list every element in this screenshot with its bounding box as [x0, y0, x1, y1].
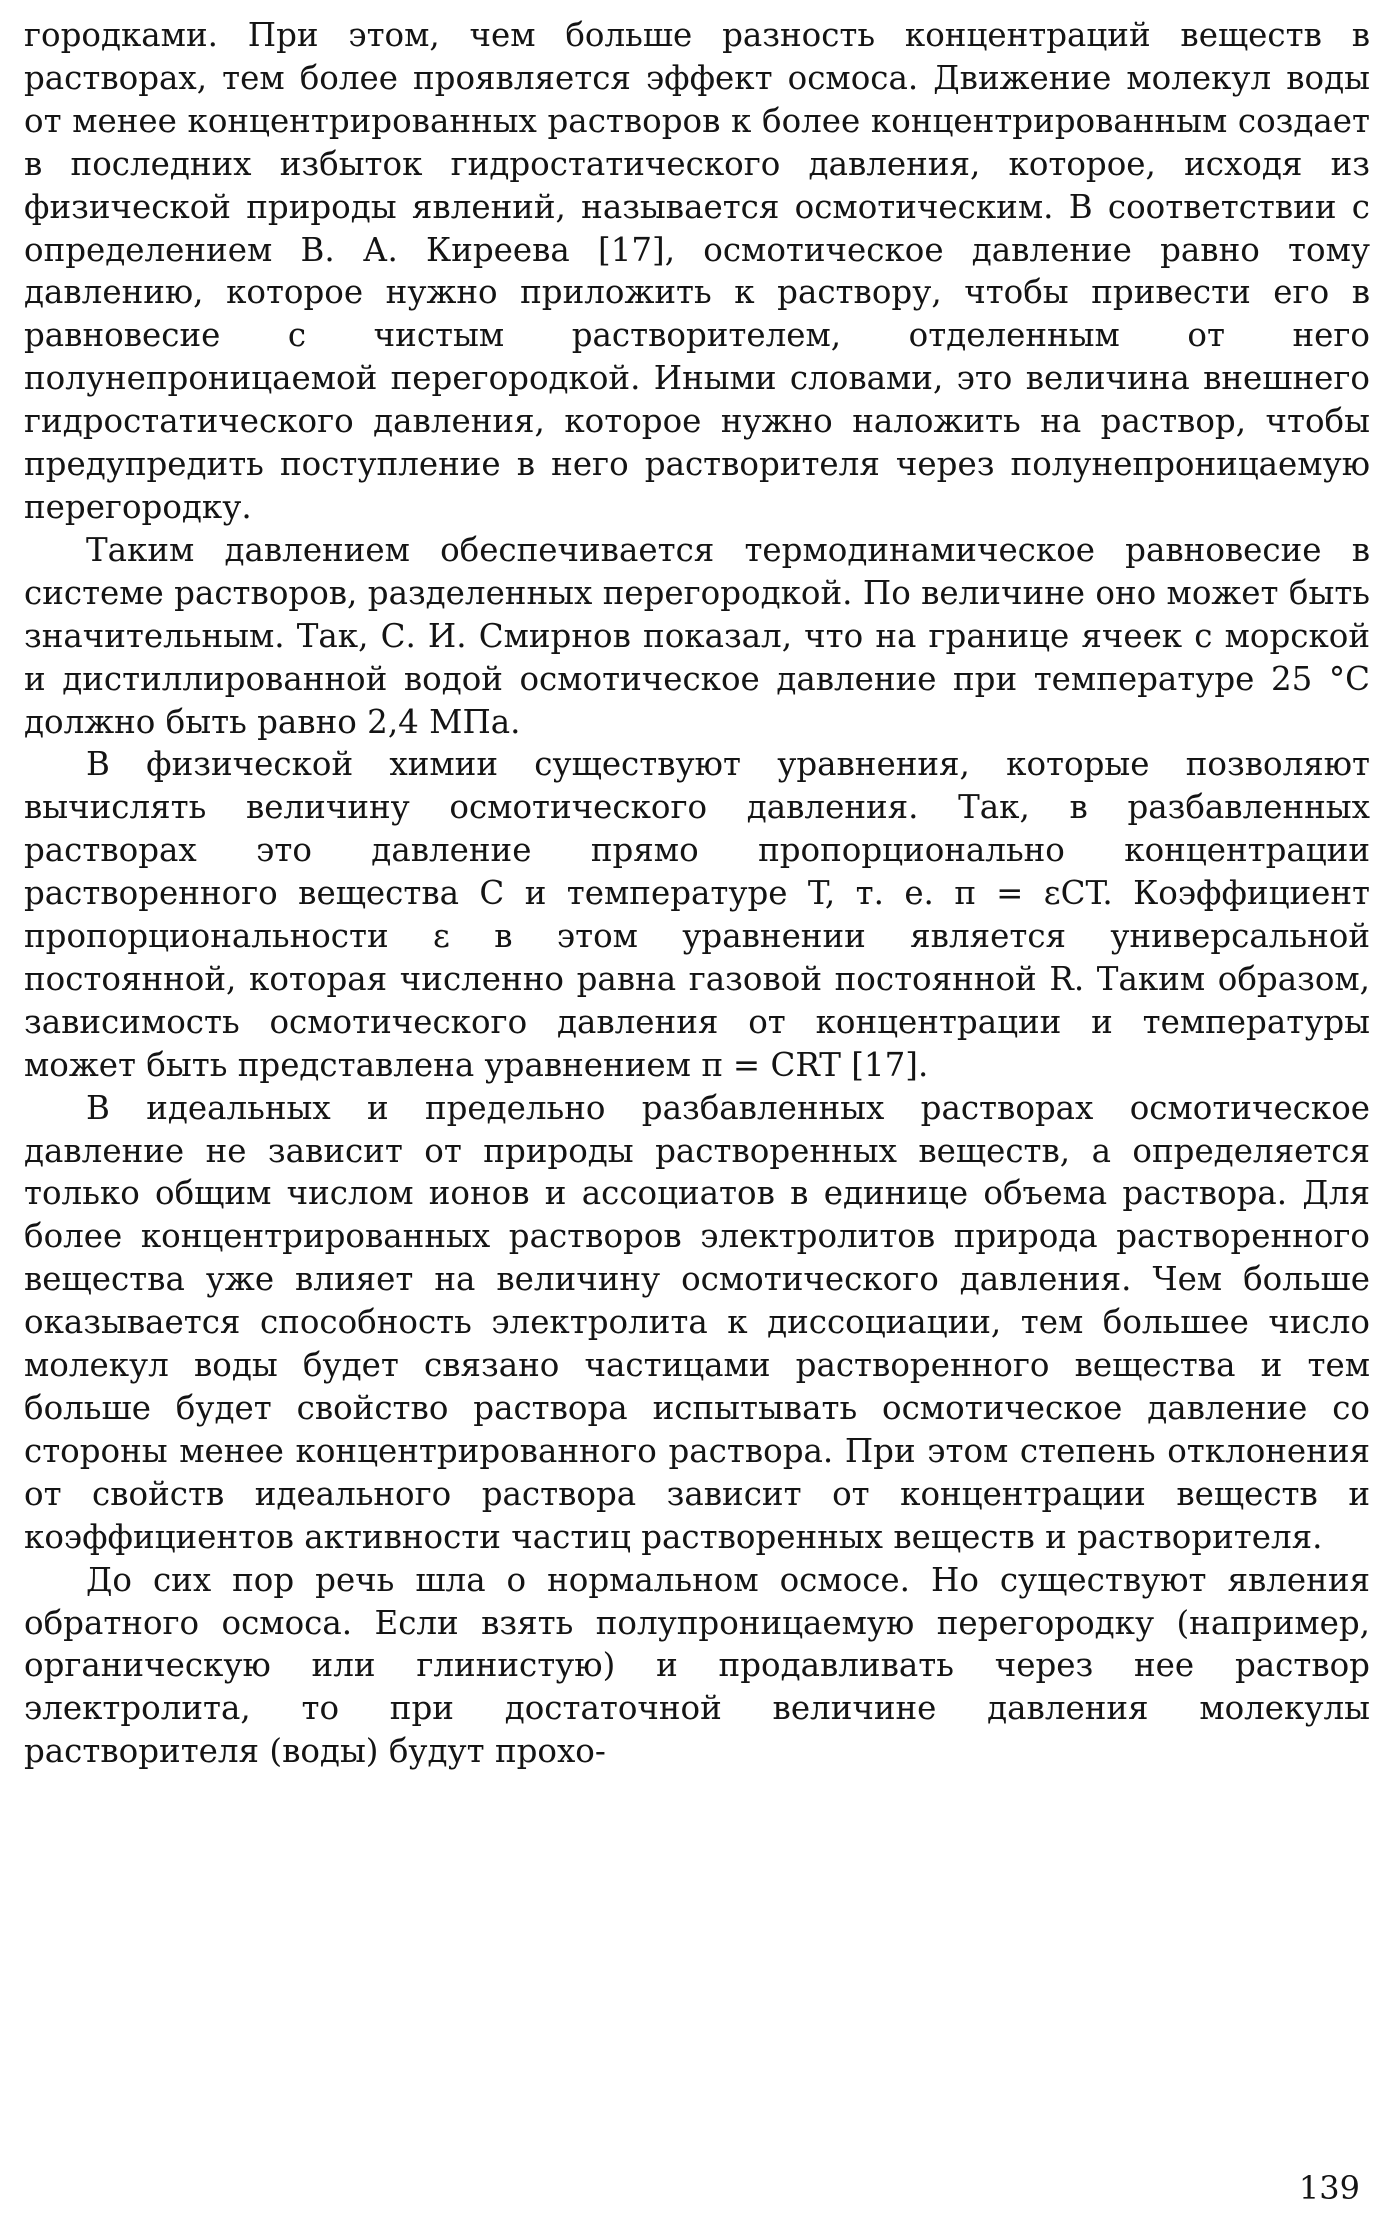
document-page [24, 14, 1370, 2214]
paragraph-2: Таким давлением обеспечивается термодинамическое равновесие в системе растворов, разделенных перегородкой. По величине оно может быть значительным. Так, С. И. Смирнов показал, что на границе ячеек с морской и дистиллированной водой осмотическое давление при температуре 25 °C должно быть равно 2,4 МПа. [24, 530, 1370, 741]
page-number: 139 [1298, 2169, 1360, 2207]
paragraph-3: В физической химии существуют уравнения, которые позволяют вычислять величину осмотического давления. Так, в разбавленных растворах это давление прямо пропорционально концентрации растворенного вещества C и температуре T, т. е. π = εCT. Коэффициент пропорциональности ε в этом уравнении является универсальной постоянной, которая численно равна газовой постоянной R. Таким образом, зависимость осмотического давления от концентрации и температуры может быть представлена уравнением π = CRT [17]. [24, 745, 1370, 1084]
paragraph-1: городками. При этом, чем больше разность концентраций веществ в растворах, тем более проявляется эффект осмоса. Движение молекул воды от менее концентрированных растворов к более концентрированным создает в последних избыток гидростатического давления, которое, исходя из физической природы явлений, называется осмотическим. В соответствии с определением В. А. Киреева [17], осмотическое давление равно тому давлению, которое нужно приложить к раствору, чтобы привести его в равновесие с чистым растворителем, отделенным от него полунепроницаемой перегородкой. Иными словами, это величина внешнего гидростатического давления, которое нужно наложить на раствор, чтобы предупредить поступление в него растворителя через полунепроницаемую перегородку. [24, 16, 1370, 526]
paragraph-5: До сих пор речь шла о нормальном осмосе. Но существуют явления обратного осмоса. Если взять полупроницаемую перегородку (например, органическую или глинистую) и продавливать через нее раствор электролита, то при достаточной величине давления молекулы растворителя (воды) будут прохо- [24, 1560, 1370, 1771]
paragraph-4: В идеальных и предельно разбавленных растворах осмотическое давление не зависит от природы растворенных веществ, а определяется только общим числом ионов и ассоциатов в единице объема раствора. Для более концентрированных растворов электролитов природа растворенного вещества уже влияет на величину осмотического давления. Чем больше оказывается способность электролита к диссоциации, тем большее число молекул воды будет связано частицами растворенного вещества и тем больше будет свойство раствора испытывать осмотическое давление со стороны менее концентрированного раствора. При этом степень отклонения от свойств идеального раствора зависит от концентрации веществ и коэффициентов активности частиц растворенных веществ и растворителя. [24, 1088, 1370, 1556]
